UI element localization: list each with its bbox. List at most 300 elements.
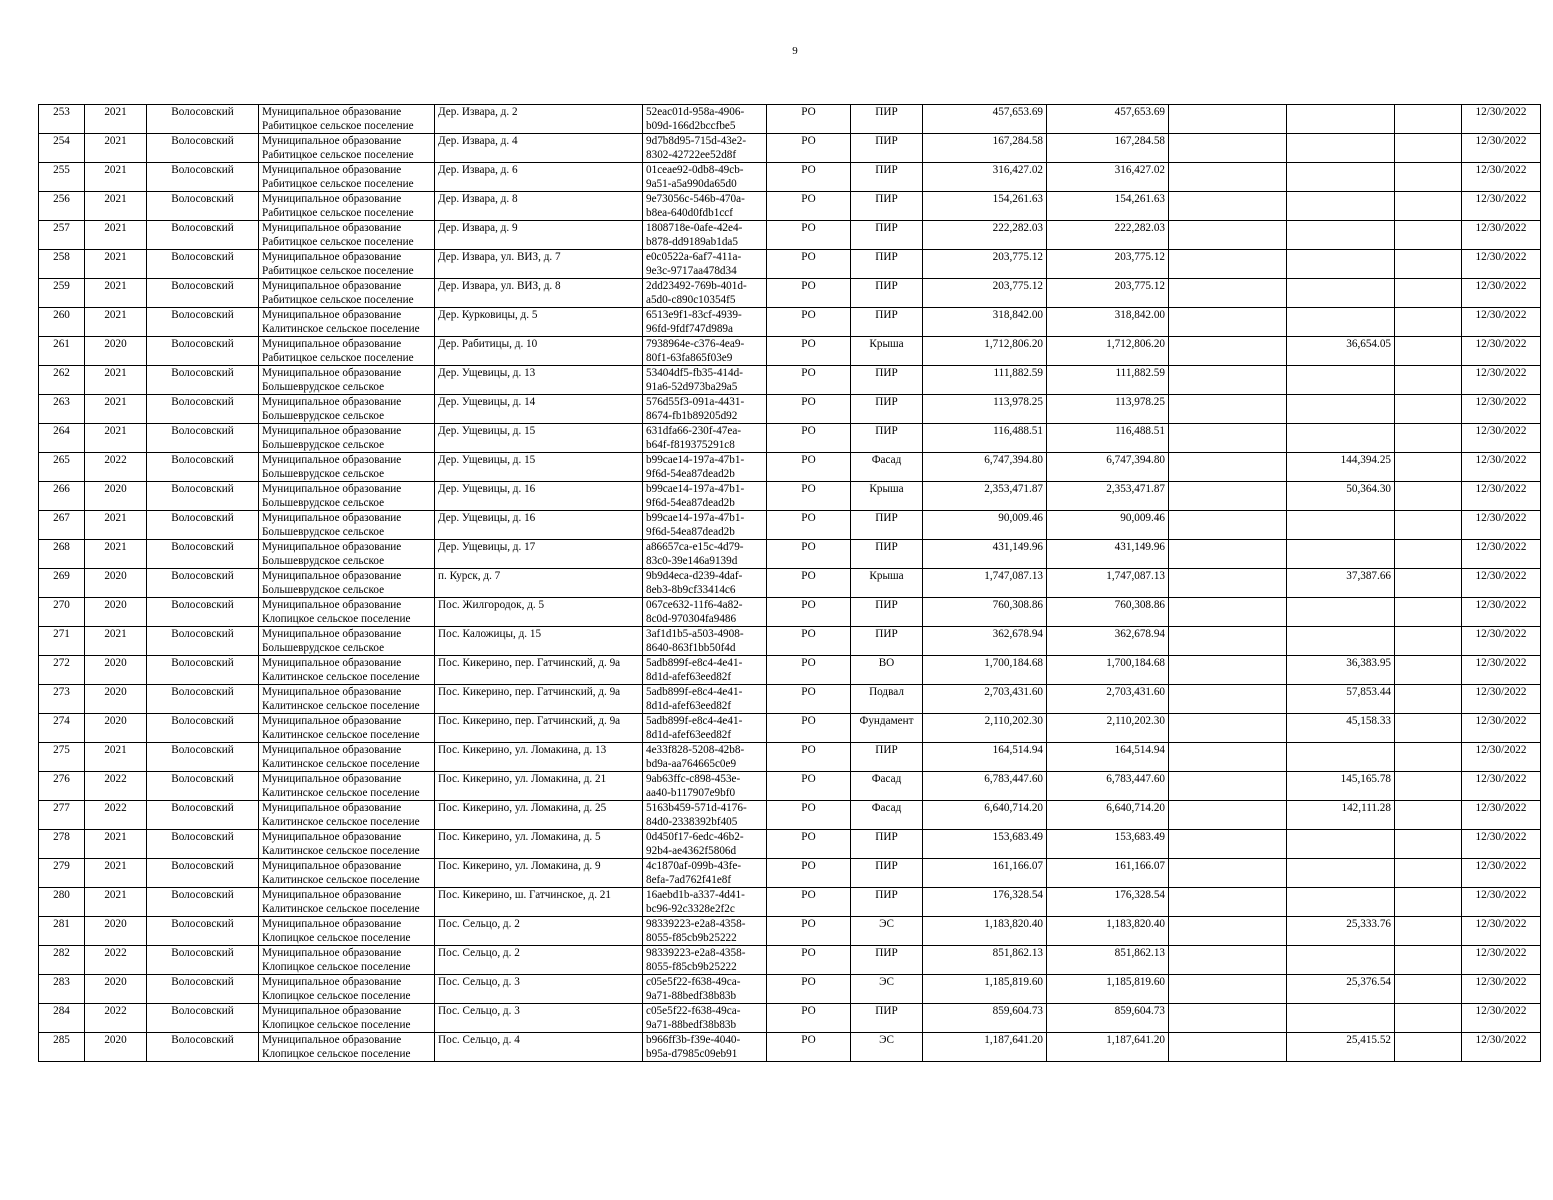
date-cell: 12/30/2022 xyxy=(1462,395,1541,424)
year-cell: 2021 xyxy=(85,221,147,250)
table-row xyxy=(39,1033,1541,1062)
house-id-cell-line: 8efa-7ad762f41e8f xyxy=(646,874,732,886)
address-cell: Пос. Кикерино, ул. Ломакина, д. 5 xyxy=(435,830,643,859)
work-type-cell: Крыша xyxy=(851,337,923,366)
row-number-cell: 277 xyxy=(39,801,85,830)
empty-cell xyxy=(1395,917,1462,946)
house-id-cell-line: b09d-166d2bccfbe5 xyxy=(646,120,736,132)
cost-cell: 6,747,394.80 xyxy=(923,453,1047,482)
cost-total-cell: 1,712,806.20 xyxy=(1047,337,1169,366)
date-cell: 12/30/2022 xyxy=(1462,511,1541,540)
year-cell: 2021 xyxy=(85,163,147,192)
district-cell: Волосовский xyxy=(147,279,259,308)
empty-cell xyxy=(1169,888,1287,917)
cost-total-cell: 457,653.69 xyxy=(1047,105,1169,134)
ro-cell: РО xyxy=(767,627,851,656)
house-id-cell xyxy=(643,163,767,192)
municipality-cell-line: Муниципальное образование xyxy=(262,860,402,872)
house-id-cell xyxy=(643,743,767,772)
fee-cell xyxy=(1287,395,1395,424)
house-id-cell xyxy=(643,540,767,569)
year-cell: 2021 xyxy=(85,511,147,540)
municipality-cell-line: Муниципальное образование xyxy=(262,802,402,814)
house-id-cell-line: 8055-f85cb9b25222 xyxy=(646,932,737,944)
municipality-cell xyxy=(259,859,435,888)
table-row xyxy=(39,540,1541,569)
empty-cell xyxy=(1169,308,1287,337)
district-cell: Волосовский xyxy=(147,511,259,540)
municipality-cell xyxy=(259,134,435,163)
row-number-cell: 275 xyxy=(39,743,85,772)
municipality-cell-line: Рабитицкое сельское поселение xyxy=(262,352,414,364)
address-cell: Дер. Ущевицы, д. 13 xyxy=(435,366,643,395)
row-number-cell: 264 xyxy=(39,424,85,453)
address-cell: Дер. Курковицы, д. 5 xyxy=(435,308,643,337)
cost-total-cell: 318,842.00 xyxy=(1047,308,1169,337)
house-id-cell xyxy=(643,917,767,946)
municipality-cell-line: Рабитицкое сельское поселение xyxy=(262,236,414,248)
municipality-cell-line: Муниципальное образование xyxy=(262,686,402,698)
address-cell: Дер. Извара, ул. ВИЗ, д. 7 xyxy=(435,250,643,279)
ro-cell: РО xyxy=(767,917,851,946)
date-cell: 12/30/2022 xyxy=(1462,482,1541,511)
date-cell: 12/30/2022 xyxy=(1462,888,1541,917)
address-cell: Дер. Извара, д. 9 xyxy=(435,221,643,250)
empty-cell xyxy=(1169,482,1287,511)
house-id-cell-line: 96fd-9fdf747d989a xyxy=(646,323,733,335)
table-row xyxy=(39,308,1541,337)
cost-cell: 90,009.46 xyxy=(923,511,1047,540)
cost-total-cell: 6,747,394.80 xyxy=(1047,453,1169,482)
cost-total-cell: 176,328.54 xyxy=(1047,888,1169,917)
house-id-cell-line: 80f1-63fa865f03e9 xyxy=(646,352,733,364)
house-id-cell-line: 8eb3-8b9cf33414c6 xyxy=(646,584,736,596)
municipality-cell xyxy=(259,801,435,830)
date-cell: 12/30/2022 xyxy=(1462,308,1541,337)
row-number-cell: 283 xyxy=(39,975,85,1004)
cost-total-cell: 851,862.13 xyxy=(1047,946,1169,975)
row-number-cell: 269 xyxy=(39,569,85,598)
district-cell: Волосовский xyxy=(147,714,259,743)
year-cell: 2022 xyxy=(85,772,147,801)
row-number-cell: 253 xyxy=(39,105,85,134)
municipality-cell-line: Муниципальное образование xyxy=(262,454,402,466)
cost-cell: 222,282.03 xyxy=(923,221,1047,250)
cost-total-cell: 431,149.96 xyxy=(1047,540,1169,569)
empty-cell xyxy=(1169,946,1287,975)
municipality-cell-line: Калитинское сельское поселение xyxy=(262,816,420,828)
empty-cell xyxy=(1169,395,1287,424)
row-number-cell: 280 xyxy=(39,888,85,917)
year-cell: 2020 xyxy=(85,685,147,714)
fee-cell xyxy=(1287,366,1395,395)
cost-cell: 2,110,202.30 xyxy=(923,714,1047,743)
cost-total-cell: 6,640,714.20 xyxy=(1047,801,1169,830)
address-cell: Пос. Сельцо, д. 2 xyxy=(435,917,643,946)
work-type-cell: ПИР xyxy=(851,859,923,888)
row-number-cell: 262 xyxy=(39,366,85,395)
municipality-cell-line: Муниципальное образование xyxy=(262,1005,402,1017)
municipality-cell xyxy=(259,1033,435,1062)
ro-cell: РО xyxy=(767,424,851,453)
year-cell: 2021 xyxy=(85,424,147,453)
cost-cell: 1,747,087.13 xyxy=(923,569,1047,598)
fee-cell: 37,387.66 xyxy=(1287,569,1395,598)
ro-cell: РО xyxy=(767,830,851,859)
ro-cell: РО xyxy=(767,569,851,598)
year-cell: 2021 xyxy=(85,279,147,308)
year-cell: 2020 xyxy=(85,975,147,1004)
address-cell: Дер. Ущевицы, д. 15 xyxy=(435,453,643,482)
cost-total-cell: 1,700,184.68 xyxy=(1047,656,1169,685)
municipality-cell xyxy=(259,105,435,134)
municipality-cell-line: Муниципальное образование xyxy=(262,425,402,437)
table-row xyxy=(39,453,1541,482)
work-type-cell: Фасад xyxy=(851,453,923,482)
empty-cell xyxy=(1169,337,1287,366)
empty-cell xyxy=(1395,511,1462,540)
ro-cell: РО xyxy=(767,859,851,888)
fee-cell xyxy=(1287,424,1395,453)
fee-cell xyxy=(1287,163,1395,192)
row-number-cell: 259 xyxy=(39,279,85,308)
cost-total-cell: 1,183,820.40 xyxy=(1047,917,1169,946)
municipality-cell-line: Муниципальное образование xyxy=(262,251,402,263)
date-cell: 12/30/2022 xyxy=(1462,830,1541,859)
municipality-cell-line: Муниципальное образование xyxy=(262,976,402,988)
fee-cell xyxy=(1287,627,1395,656)
work-type-cell: ПИР xyxy=(851,366,923,395)
fee-cell: 25,333.76 xyxy=(1287,917,1395,946)
address-cell: Пос. Сельцо, д. 4 xyxy=(435,1033,643,1062)
house-id-cell-line: 98339223-e2a8-4358- xyxy=(646,947,746,959)
empty-cell xyxy=(1169,453,1287,482)
empty-cell xyxy=(1169,366,1287,395)
work-type-cell: ЭС xyxy=(851,917,923,946)
table-row xyxy=(39,279,1541,308)
house-id-cell xyxy=(643,395,767,424)
municipality-cell-line: Муниципальное образование xyxy=(262,947,402,959)
year-cell: 2021 xyxy=(85,308,147,337)
municipality-cell xyxy=(259,308,435,337)
table-row xyxy=(39,627,1541,656)
date-cell: 12/30/2022 xyxy=(1462,685,1541,714)
ro-cell: РО xyxy=(767,714,851,743)
municipality-cell-line: Муниципальное образование xyxy=(262,541,402,553)
work-type-cell: ПИР xyxy=(851,424,923,453)
year-cell: 2020 xyxy=(85,714,147,743)
empty-cell xyxy=(1169,1004,1287,1033)
empty-cell xyxy=(1169,221,1287,250)
house-id-cell-line: 52eac01d-958a-4906- xyxy=(646,106,745,118)
municipality-cell-line: Большеврудское сельское xyxy=(262,439,385,451)
empty-cell xyxy=(1395,337,1462,366)
cost-total-cell: 2,353,471.87 xyxy=(1047,482,1169,511)
ro-cell: РО xyxy=(767,598,851,627)
district-cell: Волосовский xyxy=(147,569,259,598)
row-number-cell: 255 xyxy=(39,163,85,192)
cost-total-cell: 1,187,641.20 xyxy=(1047,1033,1169,1062)
row-number-cell: 270 xyxy=(39,598,85,627)
empty-cell xyxy=(1395,975,1462,1004)
year-cell: 2021 xyxy=(85,105,147,134)
house-id-cell xyxy=(643,859,767,888)
municipality-cell-line: Рабитицкое сельское поселение xyxy=(262,207,414,219)
empty-cell xyxy=(1169,511,1287,540)
house-id-cell-line: e0c0522a-6af7-411a- xyxy=(646,251,742,263)
ro-cell: РО xyxy=(767,192,851,221)
house-id-cell-line: 9f6d-54ea87dead2b xyxy=(646,468,735,480)
empty-cell xyxy=(1169,975,1287,1004)
district-cell: Волосовский xyxy=(147,453,259,482)
fee-cell xyxy=(1287,830,1395,859)
ro-cell: РО xyxy=(767,1033,851,1062)
cost-cell: 851,862.13 xyxy=(923,946,1047,975)
year-cell: 2021 xyxy=(85,627,147,656)
cost-total-cell: 113,978.25 xyxy=(1047,395,1169,424)
ro-cell: РО xyxy=(767,105,851,134)
municipality-cell-line: Большеврудское сельское xyxy=(262,410,385,422)
municipality-cell-line: Муниципальное образование xyxy=(262,512,402,524)
house-id-cell xyxy=(643,221,767,250)
municipality-cell-line: Калитинское сельское поселение xyxy=(262,874,420,886)
house-id-cell-line: 8055-f85cb9b25222 xyxy=(646,961,737,973)
empty-cell xyxy=(1395,685,1462,714)
ro-cell: РО xyxy=(767,453,851,482)
municipality-cell-line: Муниципальное образование xyxy=(262,106,402,118)
house-id-cell xyxy=(643,627,767,656)
cost-total-cell: 167,284.58 xyxy=(1047,134,1169,163)
ro-cell: РО xyxy=(767,482,851,511)
house-id-cell xyxy=(643,714,767,743)
work-type-cell: Фасад xyxy=(851,772,923,801)
date-cell: 12/30/2022 xyxy=(1462,192,1541,221)
district-cell: Волосовский xyxy=(147,772,259,801)
municipality-cell xyxy=(259,221,435,250)
year-cell: 2020 xyxy=(85,598,147,627)
municipality-cell xyxy=(259,453,435,482)
district-cell: Волосовский xyxy=(147,250,259,279)
ro-cell: РО xyxy=(767,395,851,424)
ro-cell: РО xyxy=(767,134,851,163)
cost-total-cell: 316,427.02 xyxy=(1047,163,1169,192)
date-cell: 12/30/2022 xyxy=(1462,714,1541,743)
district-cell: Волосовский xyxy=(147,337,259,366)
house-id-cell-line: a86657ca-e15c-4d79- xyxy=(646,541,744,553)
cost-cell: 167,284.58 xyxy=(923,134,1047,163)
work-type-cell: ПИР xyxy=(851,221,923,250)
cost-cell: 6,640,714.20 xyxy=(923,801,1047,830)
house-id-cell xyxy=(643,946,767,975)
empty-cell xyxy=(1395,453,1462,482)
house-id-cell xyxy=(643,569,767,598)
work-type-cell: ПИР xyxy=(851,1004,923,1033)
municipality-cell xyxy=(259,888,435,917)
house-id-cell-line: 84d0-2338392bf405 xyxy=(646,816,738,828)
fee-cell xyxy=(1287,221,1395,250)
municipality-cell xyxy=(259,250,435,279)
cost-cell: 362,678.94 xyxy=(923,627,1047,656)
house-id-cell xyxy=(643,772,767,801)
house-id-cell-line: 91a6-52d973ba29a5 xyxy=(646,381,738,393)
date-cell: 12/30/2022 xyxy=(1462,424,1541,453)
date-cell: 12/30/2022 xyxy=(1462,569,1541,598)
table-row xyxy=(39,337,1541,366)
cost-cell: 203,775.12 xyxy=(923,250,1047,279)
ro-cell: РО xyxy=(767,888,851,917)
municipality-cell xyxy=(259,279,435,308)
house-id-cell-line: b99cae14-197a-47b1- xyxy=(646,483,745,495)
ro-cell: РО xyxy=(767,743,851,772)
date-cell: 12/30/2022 xyxy=(1462,1004,1541,1033)
fee-cell: 144,394.25 xyxy=(1287,453,1395,482)
ro-cell: РО xyxy=(767,975,851,1004)
district-cell: Волосовский xyxy=(147,627,259,656)
municipality-cell-line: Муниципальное образование xyxy=(262,338,402,350)
empty-cell xyxy=(1395,627,1462,656)
house-id-cell-line: b8ea-640d0fdb1ccf xyxy=(646,207,733,219)
cost-total-cell: 116,488.51 xyxy=(1047,424,1169,453)
empty-cell xyxy=(1169,801,1287,830)
house-id-cell-line: b64f-f819375291c8 xyxy=(646,439,735,451)
ro-cell: РО xyxy=(767,163,851,192)
work-type-cell: ПИР xyxy=(851,105,923,134)
empty-cell xyxy=(1395,859,1462,888)
table-row xyxy=(39,134,1541,163)
year-cell: 2021 xyxy=(85,859,147,888)
house-id-cell xyxy=(643,308,767,337)
empty-cell xyxy=(1395,163,1462,192)
empty-cell xyxy=(1395,743,1462,772)
table-row xyxy=(39,424,1541,453)
house-id-cell-line: 16aebd1b-a337-4d41- xyxy=(646,889,745,901)
fee-cell xyxy=(1287,888,1395,917)
house-id-cell-line: 53404df5-fb35-414d- xyxy=(646,367,743,379)
house-id-cell-line: b966ff3b-f39e-4040- xyxy=(646,1034,741,1046)
cost-cell: 2,703,431.60 xyxy=(923,685,1047,714)
row-number-cell: 273 xyxy=(39,685,85,714)
year-cell: 2022 xyxy=(85,801,147,830)
municipality-cell-line: Большеврудское сельское xyxy=(262,642,385,654)
table-row xyxy=(39,1004,1541,1033)
house-id-cell xyxy=(643,424,767,453)
house-id-cell-line: 7938964e-c376-4ea9- xyxy=(646,338,745,350)
fee-cell: 25,415.52 xyxy=(1287,1033,1395,1062)
row-number-cell: 281 xyxy=(39,917,85,946)
address-cell: Пос. Кикерино, ул. Ломакина, д. 21 xyxy=(435,772,643,801)
empty-cell xyxy=(1395,221,1462,250)
address-cell: Пос. Жилгородок, д. 5 xyxy=(435,598,643,627)
municipality-cell xyxy=(259,685,435,714)
municipality-cell-line: Калитинское сельское поселение xyxy=(262,671,420,683)
table-row xyxy=(39,163,1541,192)
address-cell: Пос. Кикерино, ш. Гатчинское, д. 21 xyxy=(435,888,643,917)
work-type-cell: Крыша xyxy=(851,482,923,511)
ro-cell: РО xyxy=(767,511,851,540)
fee-cell xyxy=(1287,598,1395,627)
year-cell: 2020 xyxy=(85,1033,147,1062)
date-cell: 12/30/2022 xyxy=(1462,772,1541,801)
house-id-cell-line: 8674-fb1b89205d92 xyxy=(646,410,738,422)
year-cell: 2021 xyxy=(85,830,147,859)
municipality-cell-line: Большеврудское сельское xyxy=(262,584,385,596)
work-type-cell: ПИР xyxy=(851,627,923,656)
work-type-cell: ВО xyxy=(851,656,923,685)
empty-cell xyxy=(1395,1033,1462,1062)
fee-cell: 36,383.95 xyxy=(1287,656,1395,685)
address-cell: Дер. Ущевицы, д. 15 xyxy=(435,424,643,453)
district-cell: Волосовский xyxy=(147,540,259,569)
year-cell: 2021 xyxy=(85,250,147,279)
address-cell: Пос. Сельцо, д. 2 xyxy=(435,946,643,975)
address-cell: Дер. Ущевицы, д. 16 xyxy=(435,511,643,540)
address-cell: п. Курск, д. 7 xyxy=(435,569,643,598)
row-number-cell: 263 xyxy=(39,395,85,424)
municipality-cell xyxy=(259,366,435,395)
house-id-cell xyxy=(643,830,767,859)
district-cell: Волосовский xyxy=(147,917,259,946)
date-cell: 12/30/2022 xyxy=(1462,975,1541,1004)
date-cell: 12/30/2022 xyxy=(1462,221,1541,250)
fee-cell xyxy=(1287,1004,1395,1033)
row-number-cell: 271 xyxy=(39,627,85,656)
house-id-cell-line: 9a51-a5a990da65d0 xyxy=(646,178,737,190)
row-number-cell: 268 xyxy=(39,540,85,569)
row-number-cell: 274 xyxy=(39,714,85,743)
address-cell: Дер. Рабитицы, д. 10 xyxy=(435,337,643,366)
work-type-cell: ЭС xyxy=(851,975,923,1004)
date-cell: 12/30/2022 xyxy=(1462,1033,1541,1062)
municipality-cell-line: Большеврудское сельское xyxy=(262,526,385,538)
ro-cell: РО xyxy=(767,656,851,685)
municipality-cell xyxy=(259,975,435,1004)
address-cell: Дер. Ущевицы, д. 17 xyxy=(435,540,643,569)
date-cell: 12/30/2022 xyxy=(1462,859,1541,888)
house-id-cell-line: 9e73056c-546b-470a- xyxy=(646,193,745,205)
date-cell: 12/30/2022 xyxy=(1462,134,1541,163)
house-id-cell-line: 631dfa66-230f-47ea- xyxy=(646,425,742,437)
municipality-cell xyxy=(259,163,435,192)
municipality-cell-line: Калитинское сельское поселение xyxy=(262,758,420,770)
cost-total-cell: 203,775.12 xyxy=(1047,279,1169,308)
house-id-cell-line: 9b9d4eca-d239-4daf- xyxy=(646,570,743,582)
date-cell: 12/30/2022 xyxy=(1462,250,1541,279)
house-id-cell xyxy=(643,337,767,366)
fee-cell: 36,654.05 xyxy=(1287,337,1395,366)
district-cell: Волосовский xyxy=(147,366,259,395)
house-id-cell-line: 8302-42722ee52d8f xyxy=(646,149,737,161)
cost-cell: 6,783,447.60 xyxy=(923,772,1047,801)
empty-cell xyxy=(1395,946,1462,975)
row-number-cell: 254 xyxy=(39,134,85,163)
district-cell: Волосовский xyxy=(147,192,259,221)
address-cell: Дер. Извара, д. 2 xyxy=(435,105,643,134)
cost-cell: 760,308.86 xyxy=(923,598,1047,627)
empty-cell xyxy=(1169,859,1287,888)
year-cell: 2022 xyxy=(85,946,147,975)
municipality-cell xyxy=(259,337,435,366)
fee-cell: 145,165.78 xyxy=(1287,772,1395,801)
fee-cell xyxy=(1287,308,1395,337)
house-id-cell-line: 5163b459-571d-4176- xyxy=(646,802,747,814)
house-id-cell xyxy=(643,453,767,482)
cost-cell: 154,261.63 xyxy=(923,192,1047,221)
house-id-cell-line: 5adb899f-e8c4-4e41- xyxy=(646,715,743,727)
house-id-cell xyxy=(643,105,767,134)
house-id-cell-line: 1808718e-0afe-42e4- xyxy=(646,222,743,234)
house-id-cell-line: 067ce632-11f6-4a82- xyxy=(646,599,743,611)
municipality-cell-line: Муниципальное образование xyxy=(262,744,402,756)
